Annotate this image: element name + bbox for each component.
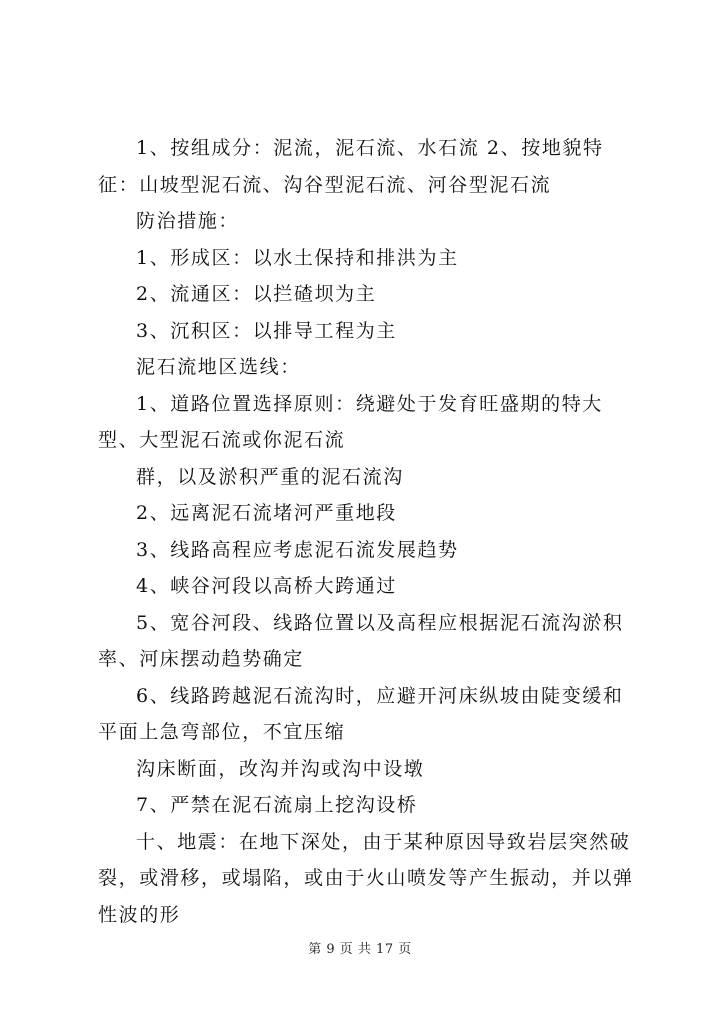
paragraph-fan-prohibition: 7、严禁在泥石流扇上挖沟设桥 <box>136 794 418 816</box>
paragraph-gorge-bridge: 4、峡谷河段以高桥大跨通过 <box>136 575 397 597</box>
paragraph-flow-zone: 2、流通区：以拦碴坝为主 <box>136 283 377 305</box>
paragraph-elevation-trend: 3、线路高程应考虑泥石流发展趋势 <box>136 538 459 561</box>
paragraph-route-principle-cont: 群，以及淤积严重的泥石流沟 <box>136 465 404 488</box>
paragraph-route-principle: 1、道路位置选择原则：绕避处于发育旺盛期的特大型、大型泥石流或你泥石流 <box>98 392 603 451</box>
paragraph-wide-valley: 5、宽谷河段、线路位置以及高程应根据泥石流沟淤积率、河床摆动趋势确定 <box>98 611 624 670</box>
paragraph-prevention-heading: 防治措施： <box>136 210 240 232</box>
paragraph-formation-zone: 1、形成区：以水土保持和排洪为主 <box>136 246 459 269</box>
paragraph-earthquake-definition: 十、地震：在地下深处，由于某种原因导致岩层突然破裂，或滑移，或塌陷，或由于火山喷发等产生振动，并以弹性波的形 <box>98 830 634 926</box>
paragraph-avoid-blockage: 2、远离泥石流堵河严重地段 <box>136 502 397 524</box>
page-number-footer: 第 9 页 共 17 页 <box>308 942 412 957</box>
paragraph-crossing-gully-cont: 沟床断面，改沟并沟或沟中设墩 <box>136 757 425 780</box>
paragraph-composition-types: 1、按组成分：泥流，泥石流、水石流 2、按地貌特征：山坡型泥石流、沟谷型泥石流、河谷型泥石流 <box>98 137 604 196</box>
paragraph-route-selection-heading: 泥石流地区选线： <box>136 356 301 378</box>
paragraph-crossing-gully: 6、线路跨越泥石流沟时，应避开河床纵坡由陡变缓和平面上急弯部位，不宜压缩 <box>98 684 624 743</box>
document-body <box>98 130 638 933</box>
paragraph-deposition-zone: 3、沉积区：以排导工程为主 <box>136 319 397 342</box>
